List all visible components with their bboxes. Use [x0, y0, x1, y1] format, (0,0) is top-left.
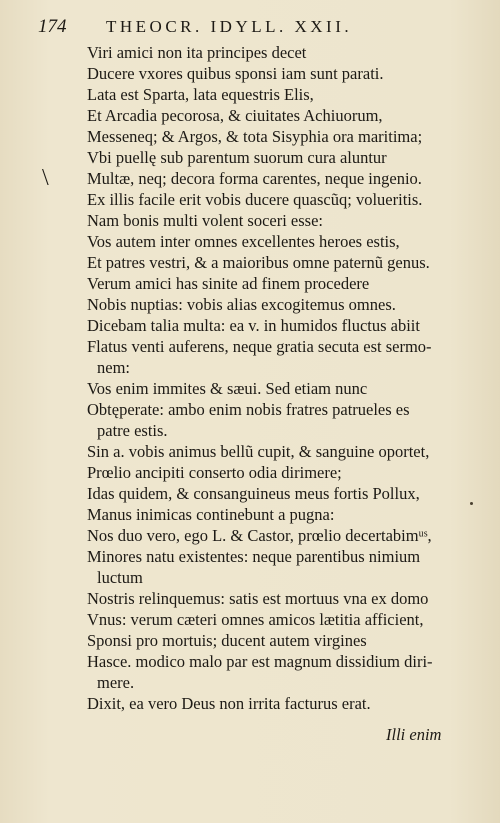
verse-line [87, 105, 477, 126]
verse-line [87, 84, 477, 105]
verse-line-text: Vnus: verum cæteri omnes amicos lætitia afficient, [87, 610, 424, 629]
verse-line [87, 252, 477, 273]
verse-line [87, 630, 477, 651]
verse-line-text: Vbi puellę sub parentum suorum cura aluntur [87, 148, 387, 167]
verse-line-text: Messeneq; & Argos, & tota Sisyphia ora maritima; [87, 127, 423, 146]
verse-line-text: patre estis. [97, 421, 168, 440]
ink-blot [470, 502, 473, 505]
verse-line [87, 693, 477, 714]
verse-line [87, 147, 477, 168]
verse-line-text: Verum amici has sinite ad finem procedere [87, 274, 370, 293]
verse-line [87, 525, 477, 546]
verse-line-text: Sponsi pro mortuis; ducent autem virgines [87, 631, 367, 650]
verse-line [87, 63, 477, 84]
verse-line [87, 294, 477, 315]
verse-line-text: Prœlio ancipiti conserto odia dirimere; [87, 463, 342, 482]
verse-line-text: Hasce. modico malo par est magnum dissidium diri- [87, 652, 433, 671]
verse-line-text: Nostris relinquemus: satis est mortuus vna ex domo [87, 589, 429, 608]
verse-line [87, 315, 477, 336]
verse-line-text: Vos autem inter omnes excellentes heroes estis, [87, 232, 400, 251]
verse-line [87, 399, 477, 420]
verse-line-text: Idas quidem, & consanguineus meus fortis Pollux, [87, 484, 420, 503]
verse-line [87, 168, 477, 189]
verse-line-text: Et patres vestri, & a maioribus omne paternũ genus. [87, 253, 430, 272]
verse-line [87, 126, 477, 147]
verse-line [87, 672, 477, 693]
verse-line-text: Manus inimicas continebunt a pugna: [87, 505, 335, 524]
verse-line-text: Multæ, neq; decora forma carentes, neque ingenio. [87, 169, 422, 188]
verse-line-text: Dixit, ea vero Deus non irrita facturus erat. [87, 694, 371, 713]
verse-line-text: Nos duo vero, ego L. & Castor, prœlio decertabimᵘˢ, [87, 526, 432, 545]
verse-line-text: Ducere vxores quibus sponsi iam sunt parati. [87, 64, 384, 83]
verse-line [87, 378, 477, 399]
verse-line [87, 546, 477, 567]
page-header [38, 16, 478, 42]
verse-line-text: mere. [97, 673, 135, 692]
catchword: Illi enim [386, 725, 442, 744]
verse-line-text: Viri amici non ita principes decet [87, 43, 307, 62]
verse-line-text: Obtęperate: ambo enim nobis fratres patrueles es [87, 400, 410, 419]
verse-line [87, 420, 477, 441]
verse-line-text: Vos enim immites & sæui. Sed etiam nunc [87, 379, 368, 398]
verse-line [87, 231, 477, 252]
verse-line [87, 651, 477, 672]
running-title: THEOCR. IDYLL. XXII. [106, 17, 353, 36]
verse-line [87, 441, 477, 462]
verse-line [87, 273, 477, 294]
verse-line-text: Nobis nuptias: vobis alias excogitemus omnes. [87, 295, 396, 314]
verse-line [87, 609, 477, 630]
verse-line [87, 462, 477, 483]
verse-line [87, 483, 477, 504]
verse-line-text: Ex illis facile erit vobis ducere quascũq; volueritis. [87, 190, 423, 209]
verse-line-text: Sin a. vobis animus bellũ cupit, & sanguine oportet, [87, 442, 430, 461]
verse-line [87, 189, 477, 210]
verse-line [87, 567, 477, 588]
verse-line-text: Lata est Sparta, lata equestris Elis, [87, 85, 314, 104]
verse-line-text: Flatus venti auferens, neque gratia secuta est sermo- [87, 337, 432, 356]
verse-line-text: Minores natu existentes: neque parentibus nimium [87, 547, 421, 566]
verse-line [87, 42, 477, 63]
verse-text-block [87, 42, 477, 714]
verse-line-text: nem: [97, 358, 130, 377]
page-number: 174 [38, 16, 67, 37]
verse-line [87, 210, 477, 231]
margin-annotation-mark: \ [42, 165, 49, 191]
verse-line [87, 336, 477, 357]
verse-line-text: luctum [97, 568, 143, 587]
verse-line [87, 357, 477, 378]
verse-line [87, 588, 477, 609]
verse-line-text: Dicebam talia multa: ea v. in humidos fluctus abiit [87, 316, 420, 335]
verse-line-text: Nam bonis multi volent soceri esse: [87, 211, 324, 230]
verse-line [87, 504, 477, 525]
verse-line-text: Et Arcadia pecorosa, & ciuitates Achiuorum, [87, 106, 383, 125]
